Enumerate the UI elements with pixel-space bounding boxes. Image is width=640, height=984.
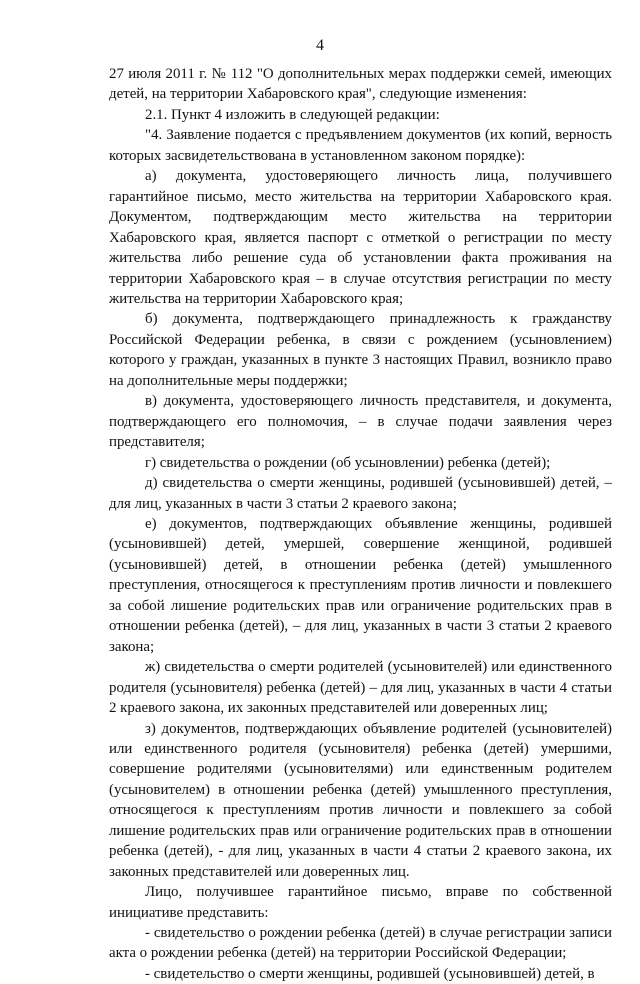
paragraph-item-z: з) документов, подтверждающих объявление родителей (усыновителей) или единственного родителя (усыновителя) ребенка (детей) умершими, совершение родителями (усыновителями) или единственным родителем (усыновителем) в отношении ребенка (детей) умышленного преступления, относящегося к преступлениям против личности и повлекшего за собой лишение родительских прав или ограничение родительских прав в отношении ребенка (детей), - для лиц, указанных в части 4 статьи 2 краевого закона, их законных представителей или доверенных лиц. <box>109 720 612 880</box>
paragraph-item-e: е) документов, подтверждающих объявление женщины, родившей (усыновившей) детей, умершей, совершение женщиной, родившей (усыновившей) детей, в отношении ребенка (детей) умышленного преступления, относящегося к преступлениям против личности и повлекшего за собой лишение родительских прав или ограничение родительских прав в отношении ребенка (детей), – для лиц, указанных в части 3 статьи 2 краевого закона; <box>109 515 612 655</box>
paragraph-intro-continuation: 27 июля 2011 г. № 112 "О дополнительных мерах поддержки семей, имеющих детей, на территории Хабаровского края", следующие изменения: <box>109 66 612 103</box>
paragraph-item-g: г) свидетельства о рождении (об усыновлении) ребенка (детей); <box>145 454 551 471</box>
paragraph-item-v: в) документа, удостоверяющего личность представителя, и документа, подтверждающего его полномочия, – в случае подачи заявления через представителя; <box>109 393 612 451</box>
paragraph-bullet-birth-certificate: - свидетельство о рождении ребенка (детей) в случае регистрации записи акта о рождении ребенка (детей) на территории Российской Федерации; <box>109 925 612 962</box>
paragraph-item-d: д) свидетельства о смерти женщины, родившей (усыновившей) детей, – для лиц, указанных в части 3 статьи 2 краевого закона; <box>109 475 612 512</box>
page-number: 4 <box>316 37 324 54</box>
paragraph-own-initiative: Лицо, получившее гарантийное письмо, вправе по собственной инициативе представить: <box>109 884 612 921</box>
paragraph-bullet-death-certificate: - свидетельство о смерти женщины, родившей (усыновившей) детей, в <box>145 965 595 982</box>
paragraph-item-b: б) документа, подтверждающего принадлежность к гражданству Российской Федерации ребенка, в связи с рождением (усыновлением) которого у граждан, указанных в пункте 3 настоящих Правил, возникло право на дополнительные меры поддержки; <box>109 311 612 389</box>
paragraph-clause-2-1: 2.1. Пункт 4 изложить в следующей редакции: <box>145 106 440 123</box>
paragraph-item-a: а) документа, удостоверяющего личность лица, получившего гарантийное письмо, место жительства на территории Хабаровского края. Документом, подтверждающим место жительства на территории Хабаровского края, является паспорт с отметкой о регистрации по месту жительства либо решение суда об установлении факта проживания на территории Хабаровского края – в случае отсутствия регистрации по месту жительства на территории Хабаровского края; <box>109 168 612 307</box>
paragraph-clause-4: "4. Заявление подается с предъявлением документов (их копий, верность которых засвидетельствована в установленном законом порядке): <box>109 127 612 164</box>
paragraph-item-zh: ж) свидетельства о смерти родителей (усыновителей) или единственного родителя (усыновителя) ребенка (детей) – для лиц, указанных в части 4 статьи 2 краевого закона, их законных представителей или доверенных лиц; <box>109 659 612 717</box>
document-body <box>109 64 612 984</box>
